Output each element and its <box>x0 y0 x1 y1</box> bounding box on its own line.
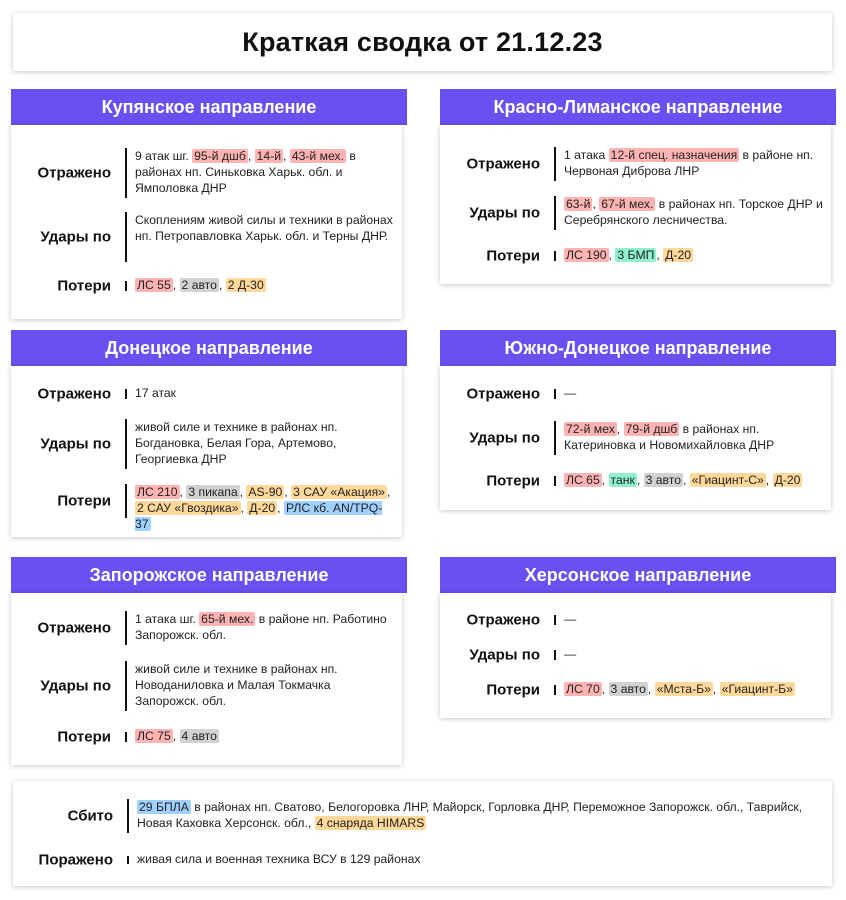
kupyansk-strikes-text: Скоплениям живой силы и техники в районах нп. Петропавловка Харьк. обл. и Терны ДНР. <box>135 213 393 243</box>
losses-label: Потери <box>57 728 111 746</box>
repelled-label: Отражено <box>466 155 540 173</box>
row-divider <box>554 147 556 181</box>
loss-tag: «Мста-Б» <box>656 682 711 696</box>
south-donetsk-repelled-text: — <box>564 386 577 400</box>
south-donetsk-losses-text: ЛС 65 , танк , 3 авто , «Гиацинт-С» , Д-20 <box>566 473 801 487</box>
unit-tag: 65-й мех. <box>201 612 254 626</box>
zaporozhye-losses-row <box>11 728 402 746</box>
row-divider <box>554 685 556 695</box>
row-divider <box>554 421 556 455</box>
hit-row <box>13 851 832 869</box>
strikes-label: Удары по <box>469 646 540 664</box>
downed-row <box>13 799 832 833</box>
krasnolimansk-block <box>440 89 836 289</box>
unit-tag: 67-й мех. <box>601 197 654 211</box>
kupyansk-block <box>11 89 407 319</box>
repelled-label: Отражено <box>37 385 111 403</box>
unit-tag: 14-й <box>256 149 282 163</box>
row-divider <box>125 611 127 645</box>
loss-tag: РЛС кб. AN/TPQ-37 <box>135 501 383 531</box>
zaporozhye-block <box>11 557 407 767</box>
loss-tag: ЛС 210 <box>137 485 178 499</box>
kupyansk-losses-row <box>11 277 402 295</box>
row-divider <box>554 615 556 625</box>
losses-label: Потери <box>486 472 540 490</box>
loss-tag: 2 САУ «Гвоздика» <box>137 501 239 515</box>
kherson-losses-row <box>440 681 831 699</box>
row-divider <box>554 650 556 660</box>
kupyansk-losses-text: ЛС 55 , 2 авто , 2 Д-30 <box>137 278 264 292</box>
zaporozhye-repelled-row <box>11 611 402 645</box>
zaporozhye-strikes-row <box>11 661 402 711</box>
row-divider <box>125 661 127 711</box>
title-card <box>13 13 832 71</box>
strikes-label: Удары по <box>40 677 111 695</box>
loss-tag: «Гиацинт-С» <box>691 473 764 487</box>
summary-card <box>13 781 832 886</box>
donetsk-body <box>11 366 402 537</box>
loss-tag: AS-90 <box>248 485 283 499</box>
kherson-strikes-row <box>440 646 831 664</box>
unit-tag: 79-й дшб <box>625 422 678 436</box>
losses-label: Потери <box>486 247 540 265</box>
repelled-label: Отражено <box>466 385 540 403</box>
repelled-label: Отражено <box>466 611 540 629</box>
donetsk-losses-row <box>11 484 402 531</box>
row-divider <box>125 148 127 198</box>
row-divider <box>554 476 556 486</box>
row-divider <box>127 799 129 833</box>
loss-tag: ЛС 190 <box>566 248 607 262</box>
loss-tag: 3 авто <box>610 682 646 696</box>
kherson-losses-text: ЛС 70 , 3 авто , «Мста-Б» , «Гиацинт-Б» <box>566 682 793 696</box>
downed-tag: 29 БПЛА <box>139 800 189 814</box>
row-divider <box>125 212 127 262</box>
south-donetsk-header: Южно-Донецкое направление <box>440 330 836 366</box>
loss-tag: «Гиацинт-Б» <box>721 682 793 696</box>
krasnolimansk-repelled-row <box>440 147 831 181</box>
donetsk-repelled-row <box>11 385 402 403</box>
zaporozhye-strikes-text: живой силе и технике в районах нп. Новоданиловка и Малая Токмачка Запорожск. обл. <box>135 662 338 708</box>
kupyansk-repelled-row <box>11 148 402 198</box>
donetsk-losses-text: ЛС 210 , 3 пикапа , AS-90 , 3 САУ «Акация» , 2 САУ «Гвоздика» , Д-20 , РЛС кб. AN/TPQ-37 <box>135 485 391 531</box>
loss-tag: ЛС 70 <box>566 682 600 696</box>
loss-tag: 2 Д-30 <box>227 278 264 292</box>
downed-label: Сбито <box>67 807 113 825</box>
loss-tag: ЛС 65 <box>566 473 600 487</box>
row-divider <box>125 732 127 742</box>
donetsk-repelled-text: 17 атак <box>135 386 177 400</box>
row-divider <box>554 389 556 399</box>
zaporozhye-header: Запорожское направление <box>11 557 407 593</box>
downed-tag: 4 снаряда HIMARS <box>316 816 425 830</box>
krasnolimansk-body <box>440 125 831 284</box>
south-donetsk-repelled-row <box>440 385 831 403</box>
row-divider <box>554 251 556 261</box>
unit-tag: 95-й дшб <box>194 149 246 163</box>
kherson-block <box>440 557 836 727</box>
row-divider <box>125 419 127 469</box>
unit-tag: 72-й мех <box>566 422 615 436</box>
donetsk-header: Донецкое направление <box>11 330 407 366</box>
kherson-repelled-text: — <box>564 612 577 626</box>
kherson-strikes-text: — <box>564 647 577 661</box>
kupyansk-body <box>11 125 402 319</box>
hit-label: Поражено <box>38 851 113 869</box>
south-donetsk-block <box>440 330 836 510</box>
kherson-repelled-row <box>440 611 831 629</box>
south-donetsk-body <box>440 366 831 510</box>
donetsk-strikes-text: живой силе и технике в районах нп. Богдановка, Белая Гора, Артемово, Георгиевка ДНР <box>135 420 338 466</box>
kupyansk-header: Купянское направление <box>11 89 407 125</box>
south-donetsk-strikes-text: 72-й мех , 79-й дшб в районах нп. Катериновка и Новомихайловка ДНР <box>564 422 775 452</box>
row-divider <box>554 196 556 230</box>
krasnolimansk-strikes-text: 63-й , 67-й мех. в районах нп. Торское ДНР и Серебрянского лесничества. <box>564 197 823 227</box>
loss-tag: Д-20 <box>665 248 692 262</box>
repelled-label: Отражено <box>37 619 111 637</box>
row-divider <box>127 856 129 864</box>
loss-tag: танк <box>610 473 635 487</box>
row-divider <box>125 389 127 399</box>
unit-tag: 12-й спец. назначения <box>610 148 738 162</box>
losses-label: Потери <box>57 492 111 510</box>
row-divider <box>125 281 127 291</box>
donetsk-strikes-row <box>11 419 402 469</box>
kherson-header: Херсонское направление <box>440 557 836 593</box>
donetsk-block <box>11 330 407 540</box>
loss-tag: 3 БМП <box>617 248 655 262</box>
krasnolimansk-header: Красно-Лиманское направление <box>440 89 836 125</box>
loss-tag: 3 САУ «Акация» <box>293 485 385 499</box>
loss-tag: 3 пикапа <box>188 485 238 499</box>
zaporozhye-body <box>11 593 402 765</box>
loss-tag: 3 авто <box>645 473 681 487</box>
strikes-label: Удары по <box>40 435 111 453</box>
loss-tag: 4 авто <box>181 729 217 743</box>
loss-tag: ЛС 55 <box>137 278 171 292</box>
loss-tag: Д-20 <box>249 501 276 515</box>
unit-tag: 43-й мех. <box>291 149 344 163</box>
kupyansk-strikes-row <box>11 212 402 262</box>
south-donetsk-strikes-row <box>440 421 831 455</box>
krasnolimansk-losses-row <box>440 247 831 265</box>
hit-text: живая сила и военная техника ВСУ в 129 районах <box>137 852 421 866</box>
page-title: Краткая сводка от 21.12.23 <box>242 26 603 57</box>
krasnolimansk-repelled-text: 1 атака 12-й спец. назначения в районе нп. Червоная Диброва ЛНР <box>564 148 814 178</box>
krasnolimansk-strikes-row <box>440 196 831 230</box>
loss-tag: 2 авто <box>181 278 217 292</box>
south-donetsk-losses-row <box>440 472 831 490</box>
downed-text: 29 БПЛА в районах нп. Сватово, Белогоровка ЛНР, Майорск, Горловка ДНР, Переможное Запорожск. обл., Таврийск, Новая Каховка Херсонск. обл., 4 снаряда HIMARS <box>137 800 803 830</box>
loss-tag: Д-20 <box>774 473 801 487</box>
zaporozhye-losses-text: ЛС 75 , 4 авто <box>137 729 217 743</box>
repelled-label: Отражено <box>37 164 111 182</box>
kupyansk-repelled-text: 9 атак шг. 95-й дшб , 14-й , 43-й мех. в районах нп. Синьковка Харьк. обл. и Ямполовка ДНР <box>135 149 356 195</box>
losses-label: Потери <box>486 681 540 699</box>
strikes-label: Удары по <box>469 204 540 222</box>
krasnolimansk-losses-text: ЛС 190 , 3 БМП , Д-20 <box>566 248 692 262</box>
zaporozhye-repelled-text: 1 атака шг. 65-й мех. в районе нп. Работино Запорожск. обл. <box>135 612 387 642</box>
strikes-label: Удары по <box>40 228 111 246</box>
strikes-label: Удары по <box>469 429 540 447</box>
loss-tag: ЛС 75 <box>137 729 171 743</box>
kherson-body <box>440 593 831 718</box>
row-divider <box>125 484 127 518</box>
unit-tag: 63-й <box>566 197 591 211</box>
losses-label: Потери <box>57 277 111 295</box>
